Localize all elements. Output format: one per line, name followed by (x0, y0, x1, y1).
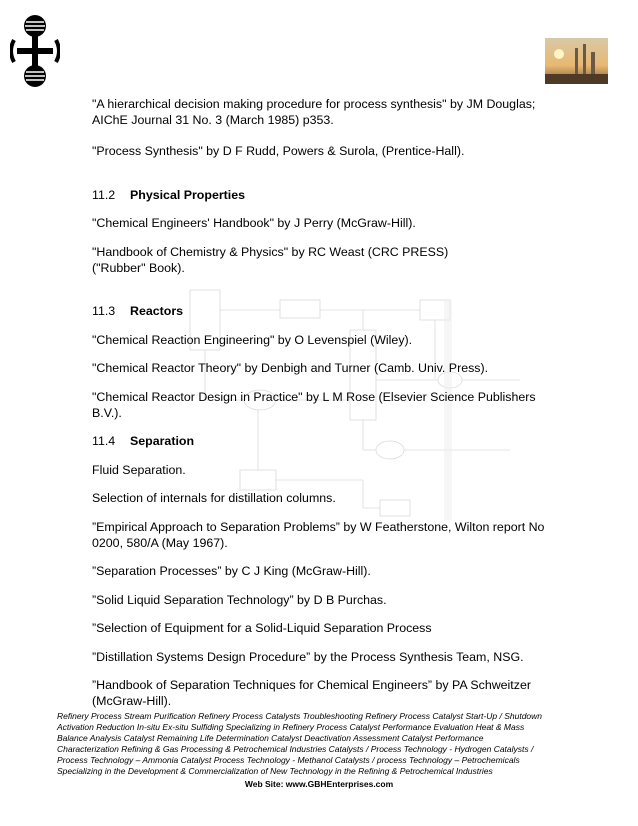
section-title: Separation (130, 434, 195, 449)
footer-line: Characterization Refining & Gas Processing & Petrochemical Industries Catalysts / Process Technology - Hydrogen Catalysts / (57, 744, 534, 754)
ref-purchas: ”Solid Liquid Separation Technology” by D B Purchas. (92, 592, 387, 607)
ref-perry: "Chemical Engineers' Handbook" by J Perry (McGraw-Hill). (92, 216, 416, 231)
section-title: Reactors (130, 304, 184, 319)
ref-levenspiel: "Chemical Reaction Engineering" by O Levenspiel (Wiley). (92, 332, 413, 347)
footer-services (57, 711, 597, 777)
refinery-photo-icon (545, 38, 608, 84)
footer-line: Refinery Process Stream Purification Refinery Process Catalysts Troubleshooting Refinery Process Catalyst Start-Up / Shutdown (57, 711, 543, 721)
section-number: 11.3 (92, 304, 116, 319)
ref-featherstone: ”Empirical Approach to Separation Problems” by W Featherstone, Wilton report No 0200, 580/A (May 1967). (92, 519, 545, 550)
footer-line: Balance Analysis Catalyst Remaining Life Determination Catalyst Deactivation Assessment Catalyst Performance (57, 733, 484, 743)
footer-line: Specializing in the Development & Commercialization of New Technology in the Refining & Petrochemical Industries (57, 766, 493, 776)
ref-internals: Selection of internals for distillation columns. (92, 491, 336, 506)
ref-rose: "Chemical Reactor Design in Practice" by L M Rose (Elsevier Science Publishers B.V.). (92, 389, 536, 420)
ref-schweitzer: ”Handbook of Separation Techniques for Chemical Engineers” by PA Schweitzer (McGraw-Hill). (92, 678, 531, 709)
footer-line: Activation Reduction In-situ Ex-situ Sulfiding Specializing in Refinery Process Catalyst Performance Evaluation Heat & Mass (57, 722, 525, 732)
section-heading-reactors (92, 304, 552, 320)
ref-nsg: ”Distillation Systems Design Procedure” by the Process Synthesis Team, NSG. (92, 649, 524, 664)
footer-website[interactable]: Web Site: www.GBHEnterprises.com (244, 779, 394, 789)
ref-weast: "Handbook of Chemistry & Physics" by RC Weast (CRC PRESS) ("Rubber" Book). (92, 244, 449, 275)
section-number: 11.4 (92, 434, 116, 449)
ref-rudd: "Process Synthesis" by D F Rudd, Powers & Surola, (Prentice-Hall). (92, 144, 465, 159)
company-logo-icon (10, 14, 60, 88)
section-heading-physical-properties (92, 188, 552, 204)
document-body (92, 97, 552, 710)
ref-fluid-separation: Fluid Separation. (92, 462, 186, 477)
ref-denbigh: "Chemical Reactor Theory" by Denbigh and Turner (Camb. Univ. Press). (92, 361, 489, 376)
ref-douglas: "A hierarchical decision making procedure for process synthesis" by JM Douglas; AIChE Journal 31 No. 3 (March 1985) p353. (92, 97, 536, 127)
section-heading-separation (92, 434, 552, 450)
ref-equipment-selection: ”Selection of Equipment for a Solid-Liquid Separation Process (92, 621, 432, 636)
footer-line: Process Technology – Ammonia Catalyst Process Technology - Methanol Catalysts / process Technology – Petrochemicals (57, 755, 520, 765)
section-title: Physical Properties (130, 187, 246, 202)
ref-king: ”Separation Processes” by C J King (McGraw-Hill). (92, 564, 371, 579)
section-number: 11.2 (92, 187, 116, 202)
